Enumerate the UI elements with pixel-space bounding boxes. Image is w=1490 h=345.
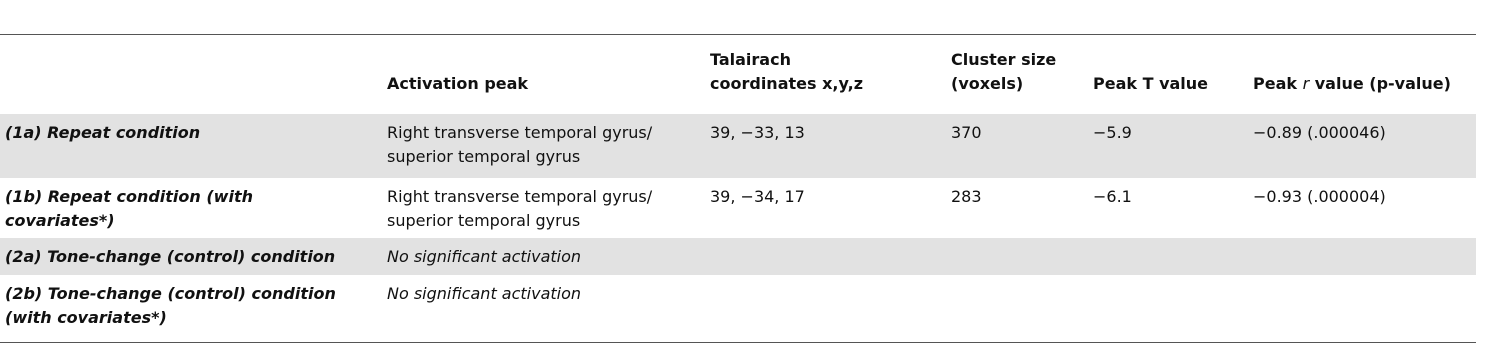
row-label: (2b) Tone-change (control) condition (with covariates*) [5,284,336,327]
header-peak-r-value: Peak r value (p-value) [1253,74,1451,93]
header-activation-peak: Activation peak [387,74,529,93]
row-label: (2a) Tone-change (control) condition [5,247,336,266]
peak-r-cell: −0.89 (.000046) [1253,123,1386,142]
row-label: (1a) Repeat condition [5,123,201,142]
activation-peak-cell: No significant activation [387,247,582,266]
peak-t-cell: −5.9 [1093,123,1132,142]
cluster-size-cell: 283 [951,187,982,206]
table-bottom-rule [0,342,1476,343]
activation-peak-cell: Right transverse temporal gyrus/ superior temporal gyrus [387,187,653,230]
row-label: (1b) Repeat condition (with covariates*) [5,187,253,230]
activation-peak-cell: No significant activation [387,284,582,303]
cluster-size-cell: 370 [951,123,982,142]
table-header [0,50,1476,114]
table-row-1b [0,178,1476,238]
header-peak-t-value: Peak T value [1093,74,1209,93]
activation-peak-cell: Right transverse temporal gyrus/ superior temporal gyrus [387,123,653,166]
table-row-2b [0,275,1476,342]
peak-t-cell: −6.1 [1093,187,1132,206]
header-cluster-size: Cluster size (voxels) [951,50,1057,93]
peak-r-cell: −0.93 (.000004) [1253,187,1386,206]
coordinates-cell: 39, −34, 17 [710,187,805,206]
table-top-rule [0,34,1476,35]
table-row-1a [0,114,1476,178]
table-row-2a [0,238,1476,275]
coordinates-cell: 39, −33, 13 [710,123,805,142]
header-talairach-coordinates: Talairach coordinates x,y,z [710,50,864,93]
